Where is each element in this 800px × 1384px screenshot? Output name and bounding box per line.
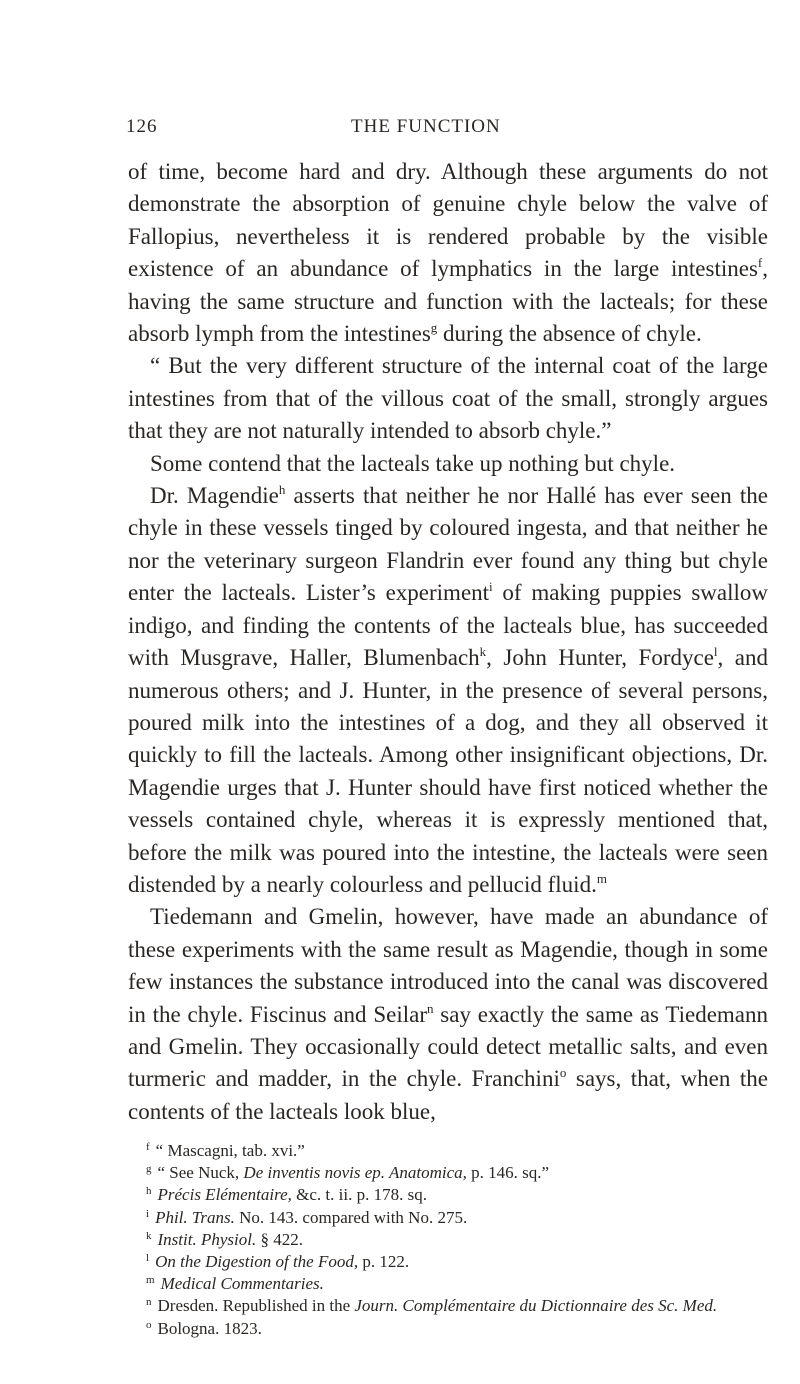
paragraph-4	[128, 480, 768, 901]
footnote-mark: o	[146, 1318, 152, 1331]
footnote-text: &c. t. ii. p. 178. sq.	[291, 1185, 427, 1205]
footnote-mark: l	[146, 1252, 150, 1265]
footnote-text: p. 146. sq.”	[466, 1163, 550, 1183]
footnote-citation: Phil. Trans.	[155, 1207, 235, 1227]
footnote-mark: k	[146, 1229, 152, 1242]
paragraph-1-text-a: of time, become hard and dry. Although these arguments do not demonstrate the absorption of genuine chyle below the valve of Fallopius, nevertheless it is rendered probable by the visible existence of an abundance of lymphatics in the large intestines	[128, 159, 768, 282]
paragraph-5-text-b: say exactly the same as Tiedemann and Gmelin. They occasionally could detect metallic salts, and even turmeric and madder, in the chyle. Franchini	[128, 1001, 768, 1092]
footnote-mark: g	[146, 1163, 152, 1176]
footnote-text: Dresden. Republished in the	[157, 1296, 355, 1316]
footnote-mark: h	[146, 1185, 152, 1198]
footnote-mark: i	[146, 1207, 150, 1220]
footnotes	[128, 1140, 788, 1340]
footnote-ref-m: m	[596, 870, 607, 886]
paragraph-5-text-c: says, that, when the contents of the lacteals look blue,	[128, 1066, 769, 1124]
footnote-ref-f: f	[757, 255, 763, 271]
footnote-mark: n	[146, 1296, 152, 1309]
footnote-g	[128, 1162, 788, 1184]
footnote-text: No. 143. compared with No. 275.	[234, 1207, 468, 1227]
paragraph-3: Some contend that the lacteals take up nothing but chyle.	[150, 450, 676, 476]
footnote-mark: m	[146, 1274, 155, 1287]
footnote-m	[128, 1273, 788, 1295]
footnote-text: p. 122.	[358, 1252, 410, 1272]
paragraph-4-text-a: Dr. Magendie	[150, 483, 279, 509]
paragraph-5-text-a: Tiedemann and Gmelin, however, have made an abundance of these experiments with the same result as Magendie, though in some few instances the substance introduced into the canal was discovered in the chyle. Fiscinus and Seilar	[128, 904, 768, 1027]
footnote-ref-h: h	[278, 482, 286, 498]
footnote-f	[128, 1140, 788, 1162]
paragraph-1	[128, 156, 768, 350]
footnote-h	[128, 1184, 788, 1206]
footnote-citation: Instit. Physiol.	[157, 1229, 257, 1249]
paragraph-4-text-b: asserts that neither he nor Hallé has ever seen the chyle in these vessels tinged by coloured ingesta, and that neither he nor the veterinary surgeon Flandrin ever found any thing but chyle enter the lacteals. Lister’s experiment	[128, 483, 768, 606]
footnote-k	[128, 1229, 788, 1251]
footnote-ref-o: o	[559, 1065, 567, 1081]
footnote-citation: Medical Commentaries.	[160, 1274, 324, 1294]
footnote-text: § 422.	[256, 1229, 303, 1249]
page-number: 126	[126, 116, 158, 137]
paragraph-4-text-c: of making puppies swallow indigo, and finding the contents of the lacteals blue, has succeeded with Musgrave, Haller, Blumenbach	[128, 580, 768, 671]
paragraph-5	[128, 901, 768, 1128]
footnote-text: “ Mascagni, tab. xvi.”	[155, 1141, 305, 1160]
running-title: THE FUNCTION	[351, 116, 501, 137]
footnote-ref-k: k	[479, 644, 487, 660]
footnote-citation: Journ. Complémentaire du Dictionnaire des Sc. Med.	[354, 1296, 718, 1316]
footnote-citation: De inventis novis ep. Anatomica,	[243, 1163, 467, 1183]
paragraph-2-quote: “ But the very different structure of the internal coat of the large intestines from that of the villous coat of the small, strongly argues that they are not naturally intended to absorb chyle.”	[128, 353, 768, 444]
footnote-citation: On the Digestion of the Food,	[155, 1252, 359, 1272]
footnote-ref-l: l	[713, 644, 718, 660]
footnote-citation: Précis Elémentaire,	[157, 1185, 292, 1205]
paragraph-1-text-c: during the absence of chyle.	[437, 321, 702, 347]
footnote-ref-n: n	[427, 1000, 434, 1016]
running-head	[126, 116, 766, 146]
footnote-l	[128, 1251, 788, 1273]
footnote-o	[128, 1318, 788, 1340]
footnote-ref-g: g	[430, 320, 438, 336]
footnote-text: Bologna. 1823.	[157, 1318, 262, 1338]
footnote-ref-i: i	[489, 579, 493, 595]
paragraph-4-text-d: , John Hunter, Fordyce	[486, 645, 714, 671]
main-text	[128, 156, 768, 1128]
footnote-text: “ See Nuck,	[157, 1163, 244, 1183]
paragraph-1-text-b: , having the same structure and function with the lacteals; for these absorb lymph from the intestines	[128, 256, 768, 347]
paragraph-4-text-e: , and numerous others; and J. Hunter, in the presence of several persons, poured milk into the intestines of a dog, and they all observed it quickly to fill the lacteals. Among other insignificant objections, Dr. Magendie urges that J. Hunter should have first noticed whether the vessels contained chyle, whereas it is expressly mentioned that, before the milk was poured into the intestine, the lacteals were seen distended by a nearly colourless and pellucid fluid.	[128, 645, 769, 897]
footnote-n	[128, 1295, 788, 1317]
footnote-mark: f	[146, 1141, 150, 1153]
footnote-i	[128, 1207, 788, 1229]
